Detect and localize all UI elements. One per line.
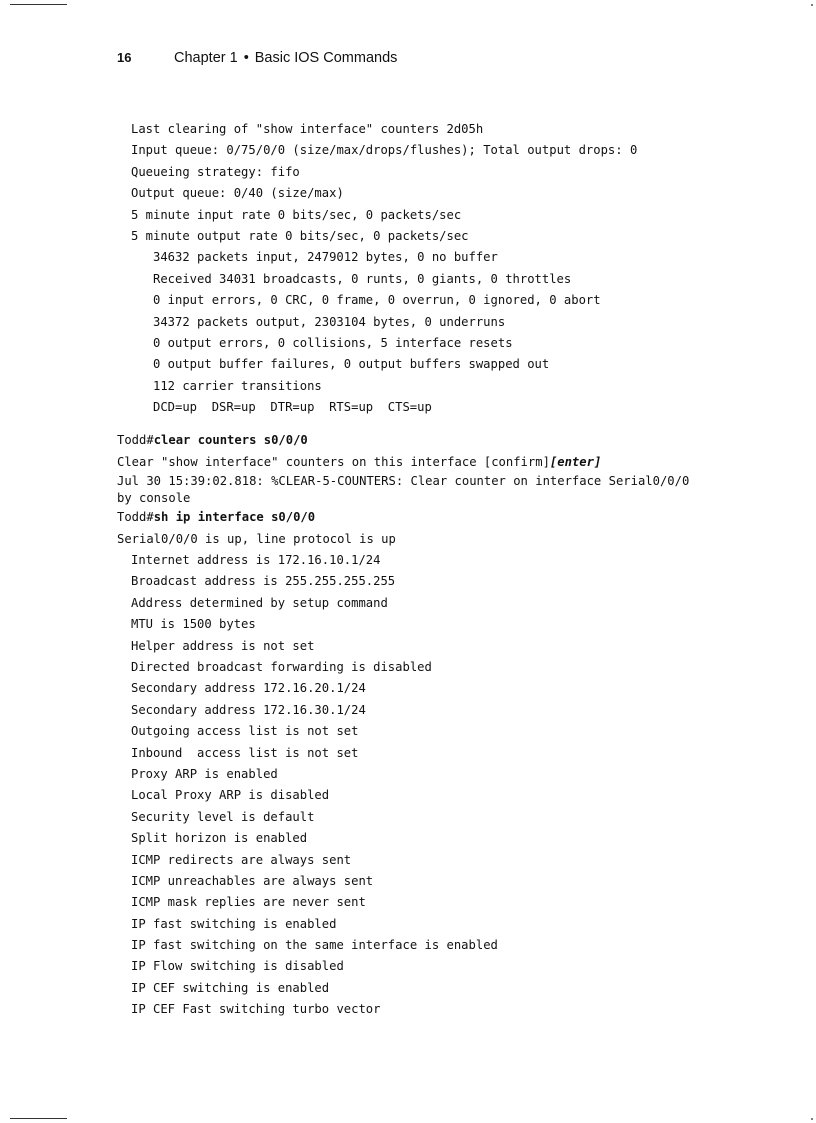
code-line: ICMP redirects are always sent — [131, 852, 352, 867]
log-line: by console — [117, 491, 191, 506]
header-separator: • — [243, 50, 249, 66]
chapter-label: Chapter 1 — [174, 50, 238, 66]
keystroke: [enter] — [549, 454, 602, 469]
code-line: Split horizon is enabled — [131, 831, 308, 846]
command: clear counters s0/0/0 — [153, 433, 308, 448]
code-line: 34372 packets output, 2303104 bytes, 0 underruns — [153, 314, 506, 329]
code-line: Input queue: 0/75/0/0 (size/max/drops/flushes); Total output drops: 0 — [131, 143, 638, 158]
confirm-line — [117, 452, 807, 473]
interface-status: Serial0/0/0 is up, line protocol is up — [117, 531, 396, 546]
code-line: 34632 packets input, 2479012 bytes, 0 no buffer — [153, 250, 498, 265]
code-line: Inbound access list is not set — [131, 745, 359, 760]
chapter-heading — [174, 48, 397, 68]
code-line: IP fast switching on the same interface is enabled — [131, 938, 498, 953]
code-line: Last clearing of "show interface" counters 2d05h — [131, 122, 484, 136]
code-line: MTU is 1500 bytes — [131, 617, 256, 632]
code-line: Address determined by setup command — [131, 595, 388, 610]
command: sh ip interface s0/0/0 — [153, 510, 316, 525]
prompt: Todd# — [117, 510, 154, 525]
code-line: 5 minute output rate 0 bits/sec, 0 packets/sec — [131, 228, 469, 243]
code-line: Local Proxy ARP is disabled — [131, 788, 330, 803]
blank-line — [117, 418, 807, 430]
confirm-text: Clear "show interface" counters on this interface [confirm] — [117, 454, 550, 469]
code-line: DCD=up DSR=up DTR=up RTS=up CTS=up — [153, 400, 432, 415]
command-line — [117, 507, 807, 528]
code-line: IP Flow switching is disabled — [131, 959, 344, 974]
code-line: 0 output errors, 0 collisions, 5 interface resets — [153, 335, 513, 350]
code-line: 112 carrier transitions — [153, 378, 322, 393]
code-line: Outgoing access list is not set — [131, 724, 359, 739]
code-line: Directed broadcast forwarding is disabled — [131, 659, 432, 674]
code-line: IP CEF switching is enabled — [131, 980, 330, 995]
code-line: Helper address is not set — [131, 638, 315, 653]
code-line: ICMP mask replies are never sent — [131, 895, 366, 910]
code-listing — [117, 119, 807, 1021]
code-line: Security level is default — [131, 809, 315, 824]
code-line: Queueing strategy: fifo — [131, 164, 300, 179]
code-line: Proxy ARP is enabled — [131, 766, 278, 781]
code-line: 5 minute input rate 0 bits/sec, 0 packets/sec — [131, 207, 462, 222]
chapter-title: Basic IOS Commands — [254, 50, 398, 66]
code-line: Broadcast address is 255.255.255.255 — [131, 574, 396, 589]
code-line: Output queue: 0/40 (size/max) — [131, 186, 344, 201]
code-line: 0 output buffer failures, 0 output buffers swapped out — [153, 357, 550, 372]
code-line: 0 input errors, 0 CRC, 0 frame, 0 overrun, 0 ignored, 0 abort — [153, 293, 601, 308]
code-line: Secondary address 172.16.20.1/24 — [131, 681, 366, 696]
crop-mark-bottom-left — [10, 1118, 67, 1119]
crop-mark-top-left — [10, 4, 67, 5]
crop-mark-top-right — [811, 4, 813, 6]
crop-mark-bottom-right — [811, 1118, 813, 1120]
code-line: Received 34031 broadcasts, 0 runts, 0 giants, 0 throttles — [153, 271, 572, 286]
code-line: Secondary address 172.16.30.1/24 — [131, 702, 366, 717]
code-line: Internet address is 172.16.10.1/24 — [131, 553, 381, 568]
code-line: IP CEF Fast switching turbo vector — [131, 1002, 381, 1017]
prompt: Todd# — [117, 433, 154, 448]
log-line: Jul 30 15:39:02.818: %CLEAR-5-COUNTERS: Clear counter on interface Serial0/0/0 — [117, 474, 690, 489]
code-line: IP fast switching is enabled — [131, 916, 337, 931]
code-line: ICMP unreachables are always sent — [131, 873, 374, 888]
command-line — [117, 430, 807, 451]
page-number: 16 — [117, 50, 132, 65]
